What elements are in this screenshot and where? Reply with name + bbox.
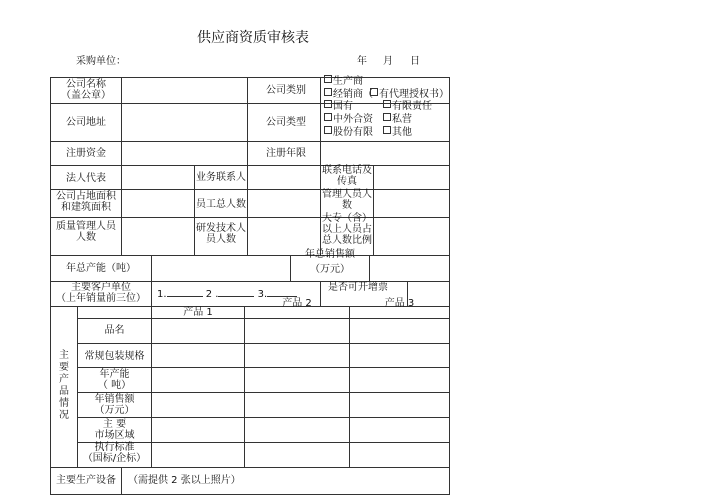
area-label: 公司占地面积 和建筑面积 <box>56 191 116 213</box>
total-staff-label: 员工总人数 <box>196 199 246 210</box>
annual-output-label: 年总产能（吨） <box>66 263 136 274</box>
total-staff-field[interactable] <box>248 190 320 216</box>
product-row-standard-label: 执行标准 （国标/企标） <box>82 442 147 464</box>
checkbox-icon <box>383 126 391 134</box>
area-field[interactable] <box>122 190 194 216</box>
category-manufacturer-option[interactable]: 生产商 <box>324 75 363 87</box>
business-contact-field[interactable] <box>248 166 320 188</box>
qm-staff-field[interactable] <box>122 218 194 254</box>
grid-line <box>449 77 450 495</box>
annual-output-field[interactable] <box>152 256 290 280</box>
product-3-name-field[interactable] <box>350 320 449 342</box>
checkbox-icon <box>324 88 332 96</box>
checkbox-icon <box>324 126 332 134</box>
grid-line <box>50 494 449 495</box>
mgmt-staff-label: 管理人员人 数 <box>322 189 372 211</box>
main-equipment-label: 主要生产设备 <box>56 475 116 486</box>
checkbox-icon <box>383 100 391 108</box>
product-2-header: 产品 2 <box>282 298 312 309</box>
checkbox-icon <box>383 113 391 121</box>
product-row-capacity-label: 年产能 （ 吨） <box>97 369 132 391</box>
reg-capital-label: 注册资金 <box>66 148 106 159</box>
product-row-market-label: 主 要 市场区域 <box>94 419 135 441</box>
college-ratio-field[interactable] <box>374 218 449 254</box>
product-row-packaging-label: 常规包装规格 <box>84 351 145 362</box>
date-month: 月 <box>383 56 393 67</box>
grid-line <box>247 77 248 165</box>
rd-staff-label: 研发技术人 员人数 <box>196 223 246 245</box>
product-1-name-field[interactable] <box>152 320 244 342</box>
qm-staff-label: 质量管理人员 人数 <box>56 221 116 243</box>
checkbox-icon <box>324 75 332 83</box>
checkbox-icon <box>324 100 332 108</box>
product-3-header: 产品 3 <box>384 298 415 309</box>
company-address-label: 公司地址 <box>66 117 106 128</box>
company-type-label: 公司类型 <box>266 117 306 128</box>
legal-rep-label: 法人代表 <box>66 173 106 184</box>
date-year: 年 <box>357 56 367 67</box>
grid-line <box>50 77 449 78</box>
type-jv-option[interactable]: 中外合资 <box>324 113 373 125</box>
reg-years-field[interactable] <box>321 142 449 164</box>
company-name-label: 公司名称 （盖公章） <box>61 79 111 101</box>
main-equipment-field[interactable] <box>122 468 449 492</box>
college-ratio-label: 大专（含） 以上人员占 总人数比例 <box>322 213 372 246</box>
blank-line <box>267 288 297 297</box>
category-authorization-option[interactable]: 有代理授权书） <box>370 88 449 100</box>
main-products-side-label: 主 要 产 品 情 况 <box>59 350 69 421</box>
type-limited-option[interactable]: 有限责任 <box>383 100 432 112</box>
contact-phone-fax-label: 联系电话及 传真 <box>322 165 372 187</box>
company-name-field[interactable] <box>122 78 246 102</box>
mgmt-staff-field[interactable] <box>374 190 449 216</box>
category-dealer-option[interactable]: 经销商（ <box>324 88 373 100</box>
type-other-option[interactable]: 其他 <box>383 126 412 138</box>
blank-line <box>218 288 254 297</box>
type-state-option[interactable]: 国有 <box>324 100 353 112</box>
blank-line <box>167 288 203 297</box>
equipment-note: （需提供 2 张以上照片） <box>128 475 241 486</box>
product-row-sales-label: 年销售额 （万元） <box>94 394 135 416</box>
business-contact-label: 业务联系人 <box>196 172 246 183</box>
type-joint-stock-option[interactable]: 股份有限 <box>324 126 373 138</box>
annual-sales-field[interactable] <box>370 256 449 280</box>
purchase-unit-label: 采购单位： <box>76 56 126 67</box>
legal-rep-field[interactable] <box>122 166 194 188</box>
company-address-field[interactable] <box>122 104 246 140</box>
product-row-name-label: 品名 <box>104 325 125 336</box>
vat-invoice-label: 是否可开增票 <box>328 282 388 293</box>
product-1-header: 产品 1 <box>183 307 213 318</box>
type-private-option[interactable]: 私营 <box>383 113 412 125</box>
checkbox-icon <box>324 113 332 121</box>
reg-capital-field[interactable] <box>122 142 246 164</box>
grid-line <box>77 318 449 319</box>
reg-years-label: 注册年限 <box>266 148 306 159</box>
page-title: 供应商资质审核表 <box>197 30 309 46</box>
main-customers-field[interactable]: 1. 2 . 3. <box>157 288 297 300</box>
checkbox-icon <box>370 88 378 96</box>
annual-sales-label: 年总销售额 （万元） <box>305 249 355 275</box>
grid-line <box>77 392 449 393</box>
grid-line <box>77 367 449 368</box>
date-day: 日 <box>410 56 420 67</box>
vat-invoice-field[interactable] <box>408 280 449 300</box>
grid-line <box>77 343 449 344</box>
contact-phone-fax-field[interactable] <box>374 166 449 188</box>
company-category-label: 公司类别 <box>266 85 306 96</box>
grid-line <box>77 417 449 418</box>
grid-line <box>151 281 152 306</box>
product-2-name-field[interactable] <box>245 320 349 342</box>
main-customers-label: 主要客户单位 （上年销量前三位） <box>56 282 146 304</box>
